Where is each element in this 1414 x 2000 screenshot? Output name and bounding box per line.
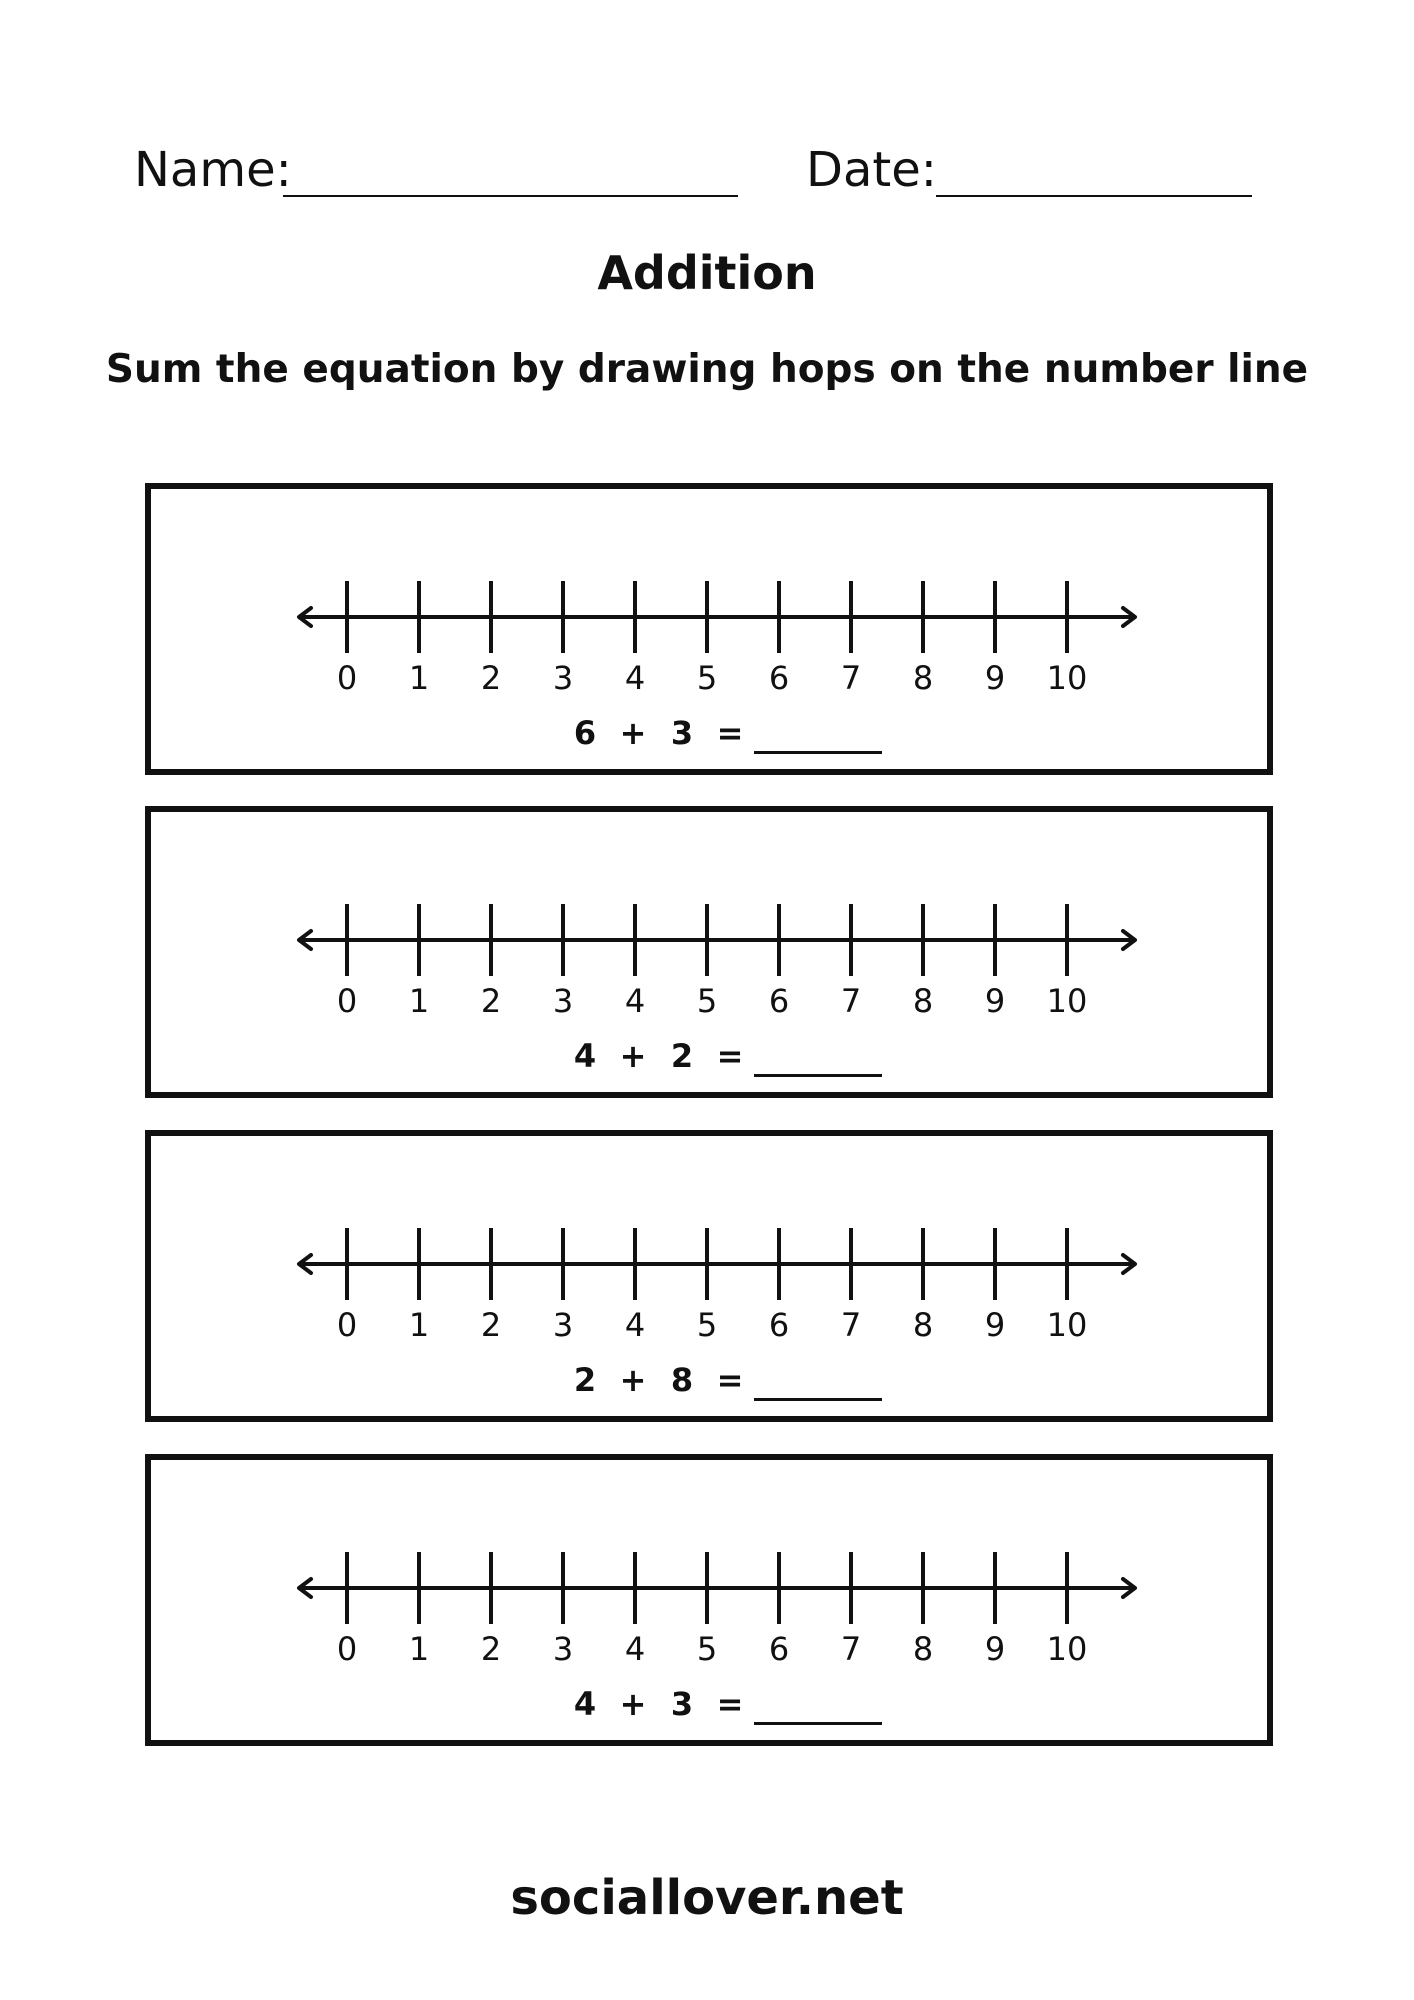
addend-b: 2 — [670, 1037, 694, 1075]
addend-a: 4 — [573, 1037, 597, 1075]
tick-label: 7 — [840, 659, 862, 697]
problem-box-2 — [145, 806, 1273, 1098]
equals-sign: = — [716, 1361, 744, 1399]
tick-label: 6 — [768, 982, 790, 1020]
equation — [151, 1682, 1267, 1726]
tick-label: 4 — [624, 1306, 646, 1344]
addend-b: 3 — [670, 714, 694, 752]
equation — [151, 711, 1267, 755]
addend-a: 6 — [573, 714, 597, 752]
equals-sign: = — [716, 1037, 744, 1075]
tick-label: 0 — [336, 982, 358, 1020]
tick-label: 0 — [336, 1306, 358, 1344]
answer-blank[interactable] — [754, 1398, 882, 1401]
answer-blank[interactable] — [754, 1074, 882, 1077]
tick-label: 2 — [480, 1630, 502, 1668]
tick-label: 9 — [984, 982, 1006, 1020]
tick-label: 5 — [696, 1306, 718, 1344]
tick-label: 1 — [408, 1306, 430, 1344]
tick-label: 8 — [912, 982, 934, 1020]
date-field[interactable] — [936, 195, 1252, 197]
tick-label: 7 — [840, 1306, 862, 1344]
equals-sign: = — [716, 1685, 744, 1723]
equals-sign: = — [716, 714, 744, 752]
tick-label: 6 — [768, 1306, 790, 1344]
footer-site-name: sociallover.net — [510, 1870, 904, 1926]
tick-label: 4 — [624, 1630, 646, 1668]
tick-label: 9 — [984, 659, 1006, 697]
tick-label: 8 — [912, 1306, 934, 1344]
tick-label: 0 — [336, 659, 358, 697]
problem-box-1 — [145, 483, 1273, 775]
addend-a: 4 — [573, 1685, 597, 1723]
tick-label: 10 — [1046, 982, 1088, 1020]
tick-label: 9 — [984, 1306, 1006, 1344]
tick-label: 1 — [408, 659, 430, 697]
tick-label: 6 — [768, 659, 790, 697]
instructions: Sum the equation by drawing hops on the number line — [105, 347, 1309, 392]
problem-box-4 — [145, 1454, 1273, 1746]
tick-label: 1 — [408, 1630, 430, 1668]
tick-label: 3 — [552, 1630, 574, 1668]
tick-label: 5 — [696, 659, 718, 697]
tick-label: 3 — [552, 982, 574, 1020]
tick-label: 2 — [480, 1306, 502, 1344]
equation — [151, 1358, 1267, 1402]
tick-label: 4 — [624, 659, 646, 697]
plus-sign: + — [619, 1685, 647, 1723]
tick-label: 10 — [1046, 659, 1088, 697]
tick-label: 3 — [552, 1306, 574, 1344]
equation — [151, 1034, 1267, 1078]
tick-label: 0 — [336, 1630, 358, 1668]
answer-blank[interactable] — [754, 1722, 882, 1725]
addend-a: 2 — [573, 1361, 597, 1399]
addend-b: 3 — [670, 1685, 694, 1723]
addend-b: 8 — [670, 1361, 694, 1399]
tick-label: 2 — [480, 659, 502, 697]
tick-label: 3 — [552, 659, 574, 697]
tick-label: 8 — [912, 659, 934, 697]
name-field[interactable] — [283, 195, 738, 197]
answer-blank[interactable] — [754, 751, 882, 754]
tick-label: 10 — [1046, 1630, 1088, 1668]
tick-label: 2 — [480, 982, 502, 1020]
tick-label: 6 — [768, 1630, 790, 1668]
plus-sign: + — [619, 714, 647, 752]
header-row — [0, 140, 1414, 200]
date-label: Date: — [806, 142, 937, 198]
page-title: Addition — [597, 246, 817, 300]
tick-label: 7 — [840, 1630, 862, 1668]
name-label: Name: — [134, 142, 292, 198]
tick-label: 8 — [912, 1630, 934, 1668]
plus-sign: + — [619, 1037, 647, 1075]
tick-label: 10 — [1046, 1306, 1088, 1344]
tick-label: 4 — [624, 982, 646, 1020]
tick-label: 7 — [840, 982, 862, 1020]
tick-label: 1 — [408, 982, 430, 1020]
plus-sign: + — [619, 1361, 647, 1399]
tick-label: 9 — [984, 1630, 1006, 1668]
tick-label: 5 — [696, 982, 718, 1020]
problem-box-3 — [145, 1130, 1273, 1422]
tick-label: 5 — [696, 1630, 718, 1668]
